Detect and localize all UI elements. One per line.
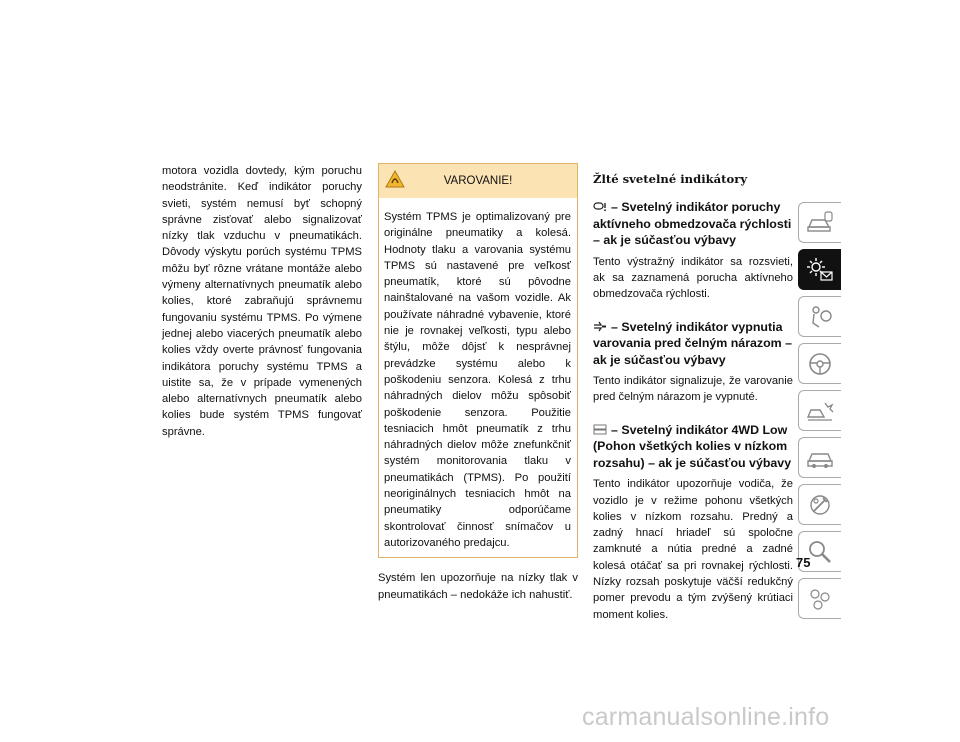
column-right (593, 163, 793, 623)
indicator-title: – Svetelný indikátor vypnutia varovania pred čelným nárazom – ak je súčasťou výbavy (593, 319, 793, 367)
warning-header (379, 164, 577, 198)
indicator-text: Tento indikátor signalizuje, že varovanie pred čelným nárazom je vypnuté. (593, 375, 793, 404)
tools-icon (805, 491, 835, 519)
indicator-text: Tento indikátor upozorňuje vodiča, že vozidlo je v režime pohonu všetkých kolies v nízkom rozsahu. Predný a zadný hnací hriadeľ sú spoločne zamknuté a nútia predné a zadné kolesá otáčať sa pri rovnakej rýchlosti. Nízky rozsah poskytuje väčší redukčný pomer prevodu a tým zvýšený krútiaci moment kolies. (593, 478, 793, 621)
body-paragraph: Systém len upozorňuje na nízky tlak v pneumatikách – nedokáže ich nahustiť. (378, 572, 578, 601)
forward-collision-off-icon (593, 321, 607, 332)
tab-tools[interactable] (798, 484, 841, 525)
steering-wheel-icon (805, 350, 835, 378)
section-title: Žlté svetelné indikátory (593, 172, 748, 186)
warning-triangle-icon (385, 170, 405, 188)
airbag-icon (805, 303, 835, 331)
traction-control-fault-icon (593, 201, 607, 212)
4wd-low-icon (593, 424, 607, 435)
crash-icon (805, 397, 835, 425)
watermark: carmanualsonline.info (582, 703, 830, 731)
car-key-icon (805, 209, 835, 237)
body-paragraph: motora vozidla dovtedy, kým poruchu neodstránite. Keď indikátor poruchy svieti, systém nemusí byť schopný správne zisťovať alebo signalizovať nízky tlak vzduchu v pneumatikách. Dôvody výskytu porúch systému TPMS môžu byť rôzne vrátane montáže alebo výmeny alternatívnych pneumatík alebo kolies, ktoré zabraňujú správnemu fungovaniu systému TPMS. Po výmene jednej alebo viacerých pneumatík alebo kolies vždy overte právnosť fungovania indikátora poruchy systému TPMS a uistite sa, že v prípade vymenených alebo alternatívnych pneumatík alebo kolies bude systém TPMS fungovať správne. (162, 165, 362, 438)
tab-airbag[interactable] (798, 296, 841, 337)
indicator-title: – Svetelný indikátor poruchy aktívneho obmedzovača rýchlosti – ak je súčasťou výbavy (593, 200, 792, 248)
tab-crash[interactable] (798, 390, 841, 431)
indicator-text: Tento výstražný indikátor sa rozsvieti, ak sa zaznamená porucha aktívneho obmedzovača rýchlosti. (593, 255, 793, 301)
column-middle (378, 163, 578, 603)
tab-service-car[interactable] (798, 437, 841, 478)
tab-warning-lights[interactable] (798, 249, 841, 290)
multilingual-index-icon (805, 585, 835, 613)
tab-car-key[interactable] (798, 202, 841, 243)
column-left (162, 163, 362, 440)
tab-steering-wheel[interactable] (798, 343, 841, 384)
warning-lights-icon (805, 256, 835, 284)
warning-title: VAROVANIE! (443, 174, 513, 187)
warning-box (378, 163, 578, 558)
page-number: 75 (796, 555, 811, 570)
indicator-title: – Svetelný indikátor 4WD Low (Pohon všetkých kolies v nízkom rozsahu) – ak je súčasťou výbavy (593, 422, 792, 470)
tab-languages[interactable] (798, 578, 841, 619)
warning-text: Systém TPMS je optimalizovaný pre originálne pneumatiky a kolesá. Hodnoty tlaku a varovania systému TPMS sú nastavené pre veľkosť pneumatík, ktoré sú pôvodne nainštalované na vašom vozidle. Ak používate náhradné vybavenie, ktoré nie je rovnakej veľkosti, typu alebo štýlu, môže dôjsť k nesprávnej prevádzke systému alebo k poškodeniu senzora. Kolesá z trhu náhradných dielov môžu spôsobiť poškodenie senzora. Použitie tesniacich hmôt pneumatík z trhu náhradných dielov môže znefunkčniť systém monitorovania tlaku v pneumatikách (TPMS). Po použití neoriginálnych tesniacich hmôt na pneumatiky odporúčame skontrolovať činnosť snímačov u autorizovaného predajcu. (384, 211, 571, 549)
service-car-icon (805, 444, 835, 472)
